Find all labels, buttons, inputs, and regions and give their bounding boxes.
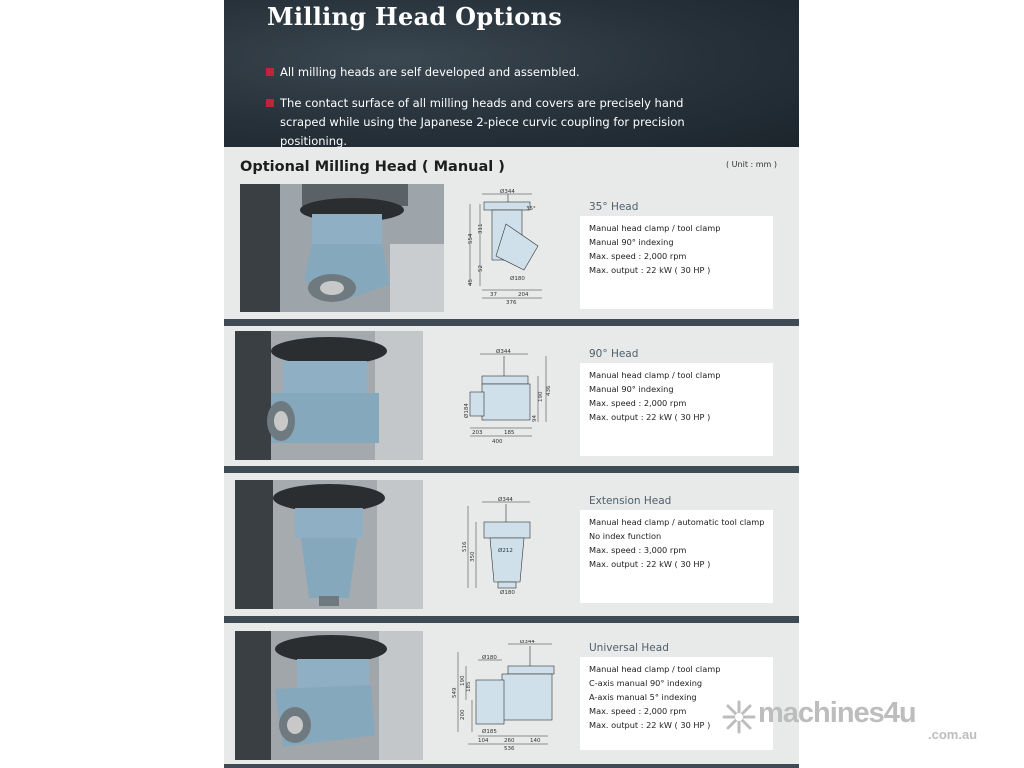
dim-label: Ø180 xyxy=(482,655,497,661)
spec-box-35 xyxy=(580,216,773,309)
brochure-page xyxy=(224,0,799,768)
spec-line: Manual 90° indexing xyxy=(589,237,674,247)
spec-line: Manual head clamp / automatic tool clamp xyxy=(589,517,765,527)
spec-line: No index function xyxy=(589,531,662,541)
dim-label: 185 xyxy=(466,681,472,692)
dim-label: 94 xyxy=(532,415,538,422)
section-divider xyxy=(224,616,799,623)
section-divider xyxy=(224,319,799,326)
dim-label: 185 xyxy=(504,430,515,436)
spec-line: C-axis manual 90° indexing xyxy=(589,678,703,688)
photo-35-head xyxy=(240,184,444,312)
drawing-universal-head xyxy=(448,640,558,756)
dim-label: 37 xyxy=(490,292,497,298)
head-name-universal: Universal Head xyxy=(589,642,669,654)
dim-label: 516 xyxy=(462,541,468,552)
dim-label: Ø185 xyxy=(482,729,497,735)
photo-extension-head xyxy=(235,480,423,609)
dim-label: 190 xyxy=(538,391,544,402)
star-burst-icon xyxy=(722,700,756,734)
photo-90-head xyxy=(235,331,423,460)
bullet-square-icon xyxy=(266,68,274,76)
head-name-35: 35° Head xyxy=(589,201,639,213)
dim-label: 549 xyxy=(452,687,458,698)
dim-label: 104 xyxy=(478,738,489,744)
dim-label: Ø344 xyxy=(520,640,535,645)
spec-line: Manual head clamp / tool clamp xyxy=(589,223,721,233)
dim-label: 260 xyxy=(504,738,515,744)
header-banner xyxy=(224,0,799,147)
dim-label: 203 xyxy=(472,430,483,436)
bullet-2-text: The contact surface of all milling heads and covers are precisely hand scraped while using the Japanese 2-piece curvic coupling for precision positioning. xyxy=(280,96,685,148)
spec-line: Manual 90° indexing xyxy=(589,384,674,394)
spec-box-extension xyxy=(580,510,773,603)
spec-line: Max. output : 22 kW ( 30 HP ) xyxy=(589,720,711,730)
dim-label: 376 xyxy=(506,300,517,306)
bullet-square-icon xyxy=(266,99,274,107)
page-title: Milling Head Options xyxy=(267,2,563,31)
dim-label: Ø180 xyxy=(500,590,515,596)
spec-line: Max. speed : 2,000 rpm xyxy=(589,251,687,261)
dim-label: Ø344 xyxy=(496,349,511,355)
spec-line: Manual head clamp / tool clamp xyxy=(589,664,721,674)
spec-line: Manual head clamp / tool clamp xyxy=(589,370,721,380)
dim-label: Ø184 xyxy=(464,403,470,418)
dim-label: 536 xyxy=(504,746,515,752)
dim-label: 35° xyxy=(526,206,536,212)
logo-domain: .com.au xyxy=(928,727,978,742)
dim-label: 436 xyxy=(546,385,552,396)
dim-label: Ø212 xyxy=(498,548,513,554)
spec-line: Max. output : 22 kW ( 30 HP ) xyxy=(589,412,711,422)
spec-box-90 xyxy=(580,363,773,456)
drawing-90-head xyxy=(462,346,552,450)
dim-label: Ø180 xyxy=(510,276,525,282)
section-title: Optional Milling Head ( Manual ) xyxy=(240,159,505,175)
spec-line: Max. speed : 2,000 rpm xyxy=(589,706,687,716)
dim-label: 204 xyxy=(518,292,529,298)
spec-line: Max. output : 22 kW ( 30 HP ) xyxy=(589,559,711,569)
spec-line: Max. speed : 2,000 rpm xyxy=(589,398,687,408)
dim-label: Ø344 xyxy=(498,497,513,503)
dim-label: 554 xyxy=(468,233,474,244)
drawing-35-head xyxy=(462,186,552,310)
bullet-1-text: All milling heads are self developed and assembled. xyxy=(280,65,580,79)
dim-label: 400 xyxy=(492,439,503,445)
dim-label: 140 xyxy=(530,738,541,744)
dim-label: 52 xyxy=(478,265,484,272)
section-divider xyxy=(224,466,799,473)
photo-universal-head xyxy=(235,631,423,760)
dim-label: 200 xyxy=(460,709,466,720)
head-name-extension: Extension Head xyxy=(589,495,672,507)
dim-label: 45 xyxy=(468,279,474,286)
section-divider xyxy=(224,764,799,768)
head-name-90: 90° Head xyxy=(589,348,639,360)
dim-label: 350 xyxy=(470,551,476,562)
spec-line: Max. output : 22 kW ( 30 HP ) xyxy=(589,265,711,275)
unit-note: ( Unit : mm ) xyxy=(726,160,777,169)
machines4u-logo xyxy=(722,697,992,745)
dim-label: Ø344 xyxy=(500,189,515,195)
logo-wordmark: machines4u xyxy=(758,697,916,729)
spec-line: A-axis manual 5° indexing xyxy=(589,692,697,702)
spec-line: Max. speed : 3,000 rpm xyxy=(589,545,687,555)
dim-label: 190 xyxy=(460,675,466,686)
drawing-extension-head xyxy=(462,494,552,602)
dim-label: 311 xyxy=(478,223,484,234)
